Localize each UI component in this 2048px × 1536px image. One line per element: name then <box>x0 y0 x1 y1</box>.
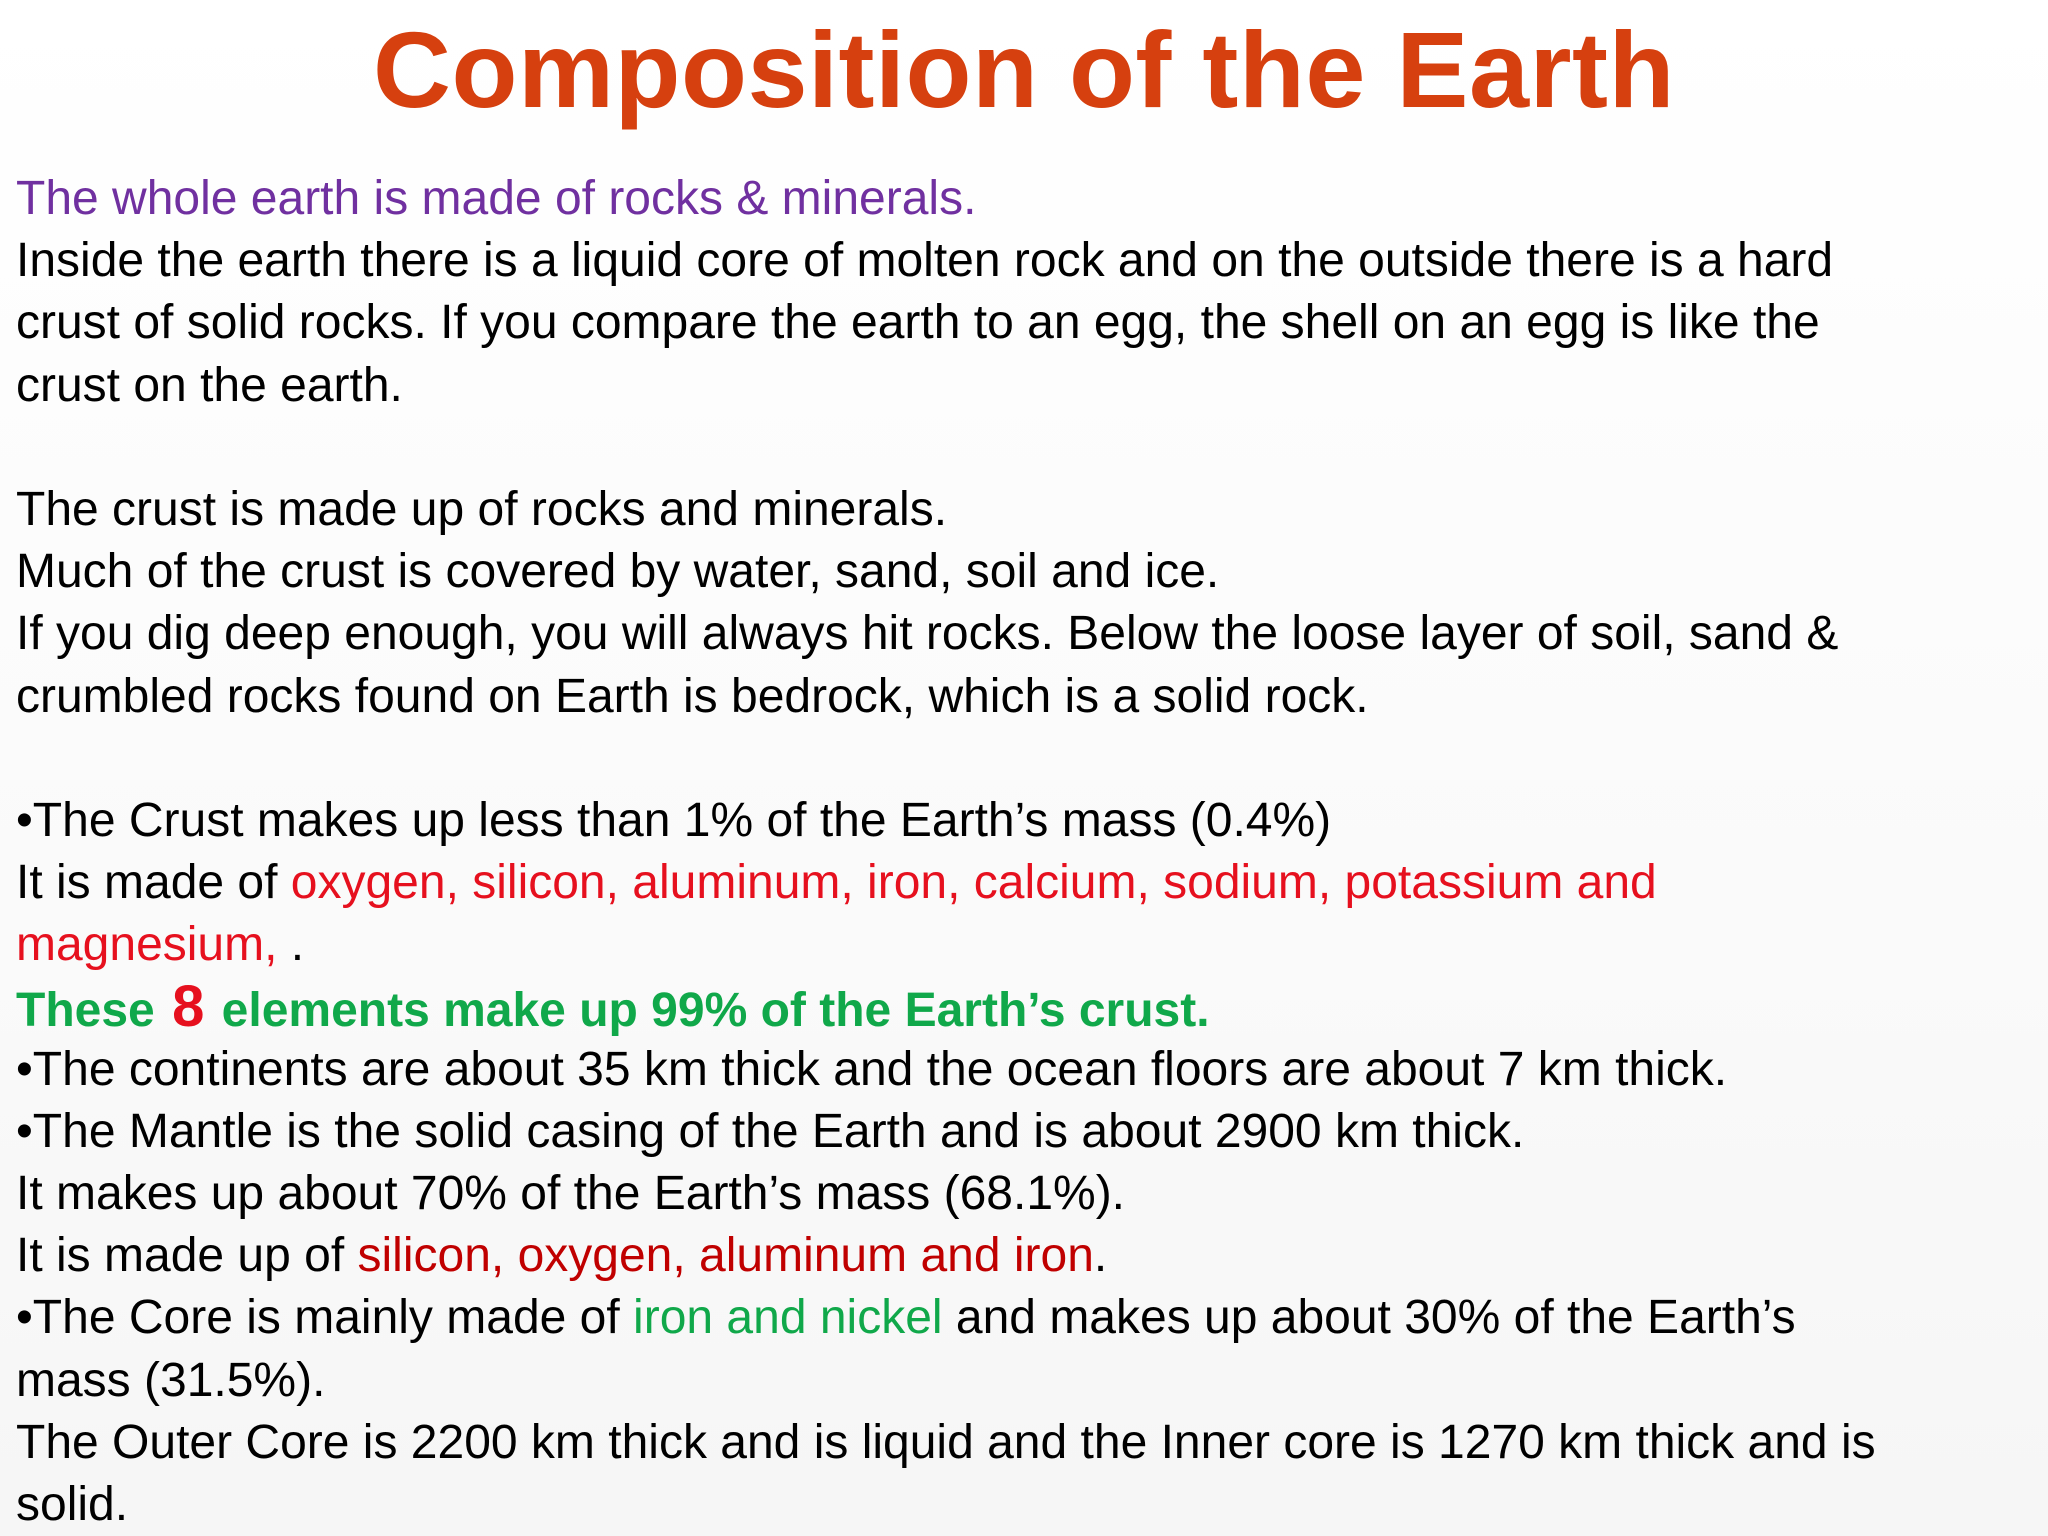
highlight-suffix: elements make up 99% of the Earth’s crust. <box>208 984 1210 1038</box>
crust-elements-suffix: . <box>290 918 305 972</box>
core-layers-line: The Outer Core is 2200 km thick and is liquid and the Inner core is 1270 km thick and is <box>16 1415 1876 1469</box>
highlight-number: 8 <box>172 974 205 1040</box>
mantle-bullet: •The Mantle is the solid casing of the Earth and is about 2900 km thick. <box>16 1104 1525 1158</box>
mantle-elements-list: silicon, oxygen, aluminum and iron <box>357 1229 1094 1283</box>
crust-elements-line-2 <box>16 914 2026 976</box>
core-layers-line-2: solid. <box>16 1477 129 1531</box>
crust-bullet: •The Crust makes up less than 1% of the Earth’s mass (0.4%) <box>16 793 1332 847</box>
mantle-elements-prefix: It is made up of <box>16 1229 358 1283</box>
crust-elements-prefix: It is made of <box>16 856 291 910</box>
crust-line-1: The crust is made up of rocks and minerals. <box>16 482 948 536</box>
intro-line-4: crust on the earth. <box>16 358 403 412</box>
slide-body <box>16 168 2026 1536</box>
slide-title: Composition of the Earth <box>373 9 1675 130</box>
mantle-mass-line: It makes up about 70% of the Earth’s mass (68.1%). <box>16 1167 1126 1220</box>
core-prefix: •The Core is mainly made of <box>16 1291 634 1345</box>
crust-line-2: Much of the crust is covered by water, sand, soil and ice. <box>16 545 1220 599</box>
mantle-elements-line <box>16 1225 2026 1287</box>
intro-line-1 <box>16 168 2026 230</box>
core-suffix: and makes up about 30% of the Earth’s <box>942 1291 1796 1345</box>
core-elements-list: iron and nickel <box>633 1291 943 1345</box>
intro-headline: The whole earth is made of rocks & minerals. <box>16 172 977 225</box>
core-mass-line: mass (31.5%). <box>16 1353 326 1407</box>
mantle-elements-suffix: . <box>1093 1229 1108 1283</box>
core-bullet <box>16 1287 2026 1349</box>
crust-line-3: If you dig deep enough, you will always hit rocks. Below the loose layer of soil, sand & <box>16 607 1839 661</box>
spacer <box>16 728 2026 790</box>
intro-line-3: crust of solid rocks. If you compare the earth to an egg, the shell on an egg is like the <box>16 296 1820 350</box>
highlight-prefix: These <box>16 984 169 1038</box>
crust-line-4: crumbled rocks found on Earth is bedrock, which is a solid rock. <box>16 669 1369 723</box>
crust-elements-line <box>16 852 2026 914</box>
crust-elements-list-cont: magnesium, <box>16 918 291 972</box>
intro-line-2: Inside the earth there is a liquid core of molten rock and on the outside there is a hard <box>16 234 1834 288</box>
crust-highlight <box>16 976 2026 1038</box>
spacer <box>16 417 2026 479</box>
thickness-bullet: •The continents are about 35 km thick and the ocean floors are about 7 km thick. <box>16 1042 1728 1096</box>
crust-elements-list: oxygen, silicon, aluminum, iron, calcium, sodium, potassium and <box>290 856 1657 910</box>
